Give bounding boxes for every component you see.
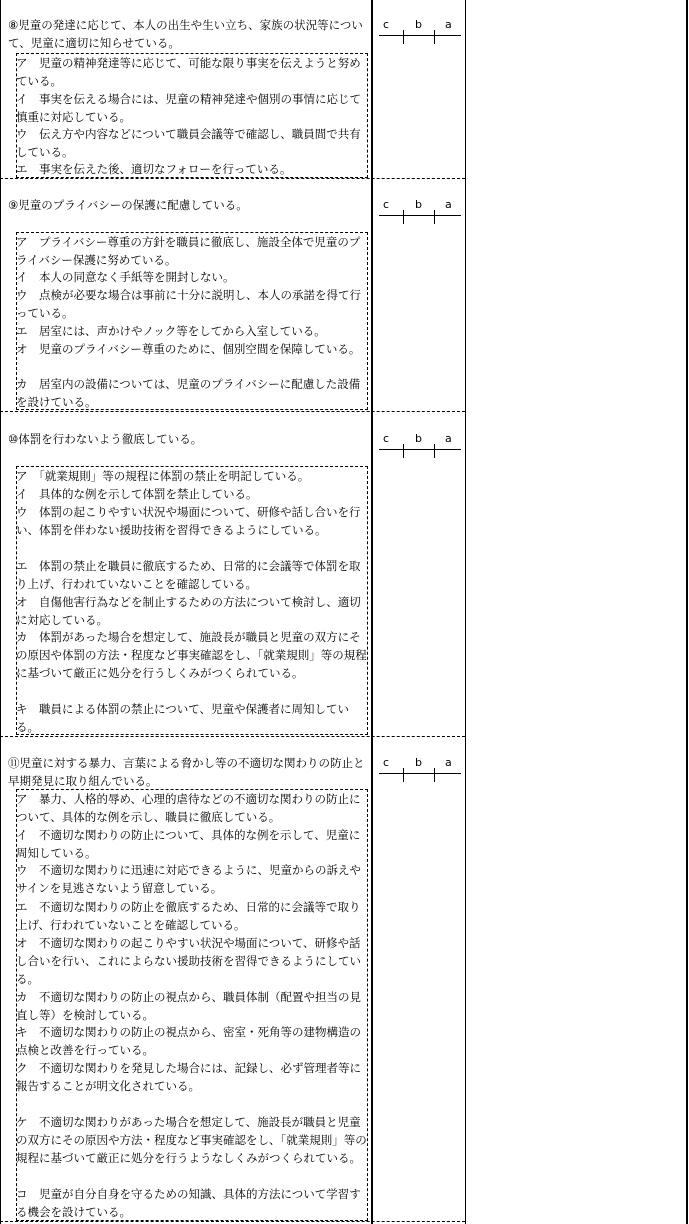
- list-item: イ 不適切な関わりの防止について、具体的な例を示して、児童に周知している。: [16, 828, 361, 860]
- rating-scale: [379, 18, 461, 46]
- list-item: ア 児童の精神発達等に応じて、可能な限り事実を伝えようと努めている。: [16, 56, 361, 88]
- rating-c: c: [383, 432, 390, 445]
- list-item: ウ 点検が必要な場合は事前に十分に説明し、本人の承諾を得て行っている。: [16, 288, 361, 320]
- rating-a: a: [445, 18, 452, 31]
- list-item: エ 事実を伝えた後、適切なフォローを行っている。: [16, 162, 292, 176]
- rating-c: c: [383, 198, 390, 211]
- list-item: キ 職員による体罰の禁止について、児童や保護者に周知している。: [16, 702, 350, 734]
- table-right-border: [686, 0, 688, 1224]
- list-item: ア プライバシー尊重の方針を職員に徹底し、施設全体で児童のプライバシー保護に努めている。: [16, 235, 361, 267]
- list-item: イ 具体的な例を示して体罰を禁止している。: [16, 487, 258, 501]
- rating-b: b: [415, 198, 422, 211]
- rating-b: b: [415, 432, 422, 445]
- rating-a: a: [445, 756, 452, 769]
- rating-a: a: [445, 432, 452, 445]
- list-item: エ 居室には、声かけやノック等をしてから入室している。: [16, 324, 326, 338]
- list-item: エ 不適切な関わりの防止を徹底するため、日常的に会議等で取り上げ、行われていないことを確認している。: [16, 900, 361, 932]
- list-item: ウ 不適切な関わりに迅速に対応できるように、児童からの訴えやサインを見逃さないよう留意している。: [16, 863, 361, 895]
- list-item: ア 「就業規則」等の規程に体罰の禁止を明記している。: [16, 469, 310, 483]
- list-item: エ 体罰の禁止を職員に徹底するため、日常的に会議等で体罰を取り上げ、行われていないことを確認している。: [16, 559, 361, 591]
- list-item: キ 不適切な関わりの防止の視点から、密室・死角等の建物構造の点検と改善を行っている。: [16, 1025, 361, 1057]
- column-divider: [465, 0, 466, 1224]
- list-item: オ 自傷他害行為などを制止するための方法について検討し、適切に対応している。: [16, 595, 361, 627]
- section-divider: [0, 1221, 465, 1222]
- column-divider: [371, 0, 373, 1224]
- list-item: ウ 伝え方や内容などについて職員会議等で確認し、職員間で共有している。: [16, 127, 361, 159]
- rating-scale: [379, 432, 461, 460]
- section-9-title: ⑨児童のプライバシーの保護に配慮している。: [8, 198, 248, 212]
- list-item: ク 不適切な関わりを発見した場合には、記録し、必ず管理者等に報告することが明文化されている。: [16, 1061, 361, 1093]
- list-item: カ 体罰があった場合を想定して、施設長が職員と児童の双方にその原因や体罰の方法・程度など事実確認をし、「就業規則」等の規程に基づいて厳正に処分を行うしくみがつくられている。: [16, 630, 367, 680]
- list-item: カ 不適切な関わりの防止の視点から、職員体制（配置や担当の見直し等）を検討している。: [16, 990, 361, 1022]
- rating-scale: [379, 198, 461, 226]
- list-item: イ 本人の同意なく手紙等を開封しない。: [16, 270, 235, 284]
- list-item: オ 不適切な関わりの起こりやすい状況や場面について、研修や話し合いを行い、これによらない援助技術を習得できるようにしている。: [16, 936, 361, 986]
- section-divider: [0, 411, 465, 412]
- rating-a: a: [445, 198, 452, 211]
- rating-scale: [379, 756, 461, 784]
- section-divider: [0, 178, 465, 179]
- rating-b: b: [415, 18, 422, 31]
- list-item: コ 児童が自分自身を守るための知識、具体的方法について学習する機会を設けている。: [16, 1187, 361, 1219]
- list-item: ウ 体罰の起こりやすい状況や場面について、研修や話し合いを行い、体罰を伴わない援助技術を習得できるようにしている。: [16, 505, 361, 537]
- section-11-title: ⑪児童に対する暴力、言葉による脅かし等の不適切な関わりの防止と早期発見に取り組んでいる。: [8, 756, 365, 788]
- section-10-title: ⑩体罰を行わないよう徹底している。: [8, 432, 203, 446]
- list-item: オ 児童のプライバシー尊重のために、個別空間を保障している。: [16, 342, 361, 356]
- section-divider: [0, 736, 465, 737]
- list-item: カ 居室内の設備については、児童のプライバシーに配慮した設備を設けている。: [16, 377, 361, 409]
- list-item: ア 暴力、人格的辱め、心理的虐待などの不適切な関わりの防止について、具体的な例を示し、職員に徹底している。: [16, 792, 361, 824]
- section-8-title: ⑧児童の発達に応じて、本人の出生や生い立ち、家族の状況等について、児童に適切に知らせている。: [8, 18, 363, 50]
- table-left-border: [0, 0, 1, 1224]
- rating-c: c: [383, 756, 390, 769]
- list-item: ケ 不適切な関わりがあった場合を想定して、施設長が職員と児童の双方にその原因や方法・程度など事実確認をし、「就業規則」等の規程に基づいて厳正に処分を行うようなしくみがつくられている。: [16, 1115, 367, 1165]
- rating-b: b: [415, 756, 422, 769]
- rating-c: c: [383, 18, 390, 31]
- list-item: イ 事実を伝える場合には、児童の精神発達や個別の事情に応じて慎重に対応している。: [16, 92, 361, 124]
